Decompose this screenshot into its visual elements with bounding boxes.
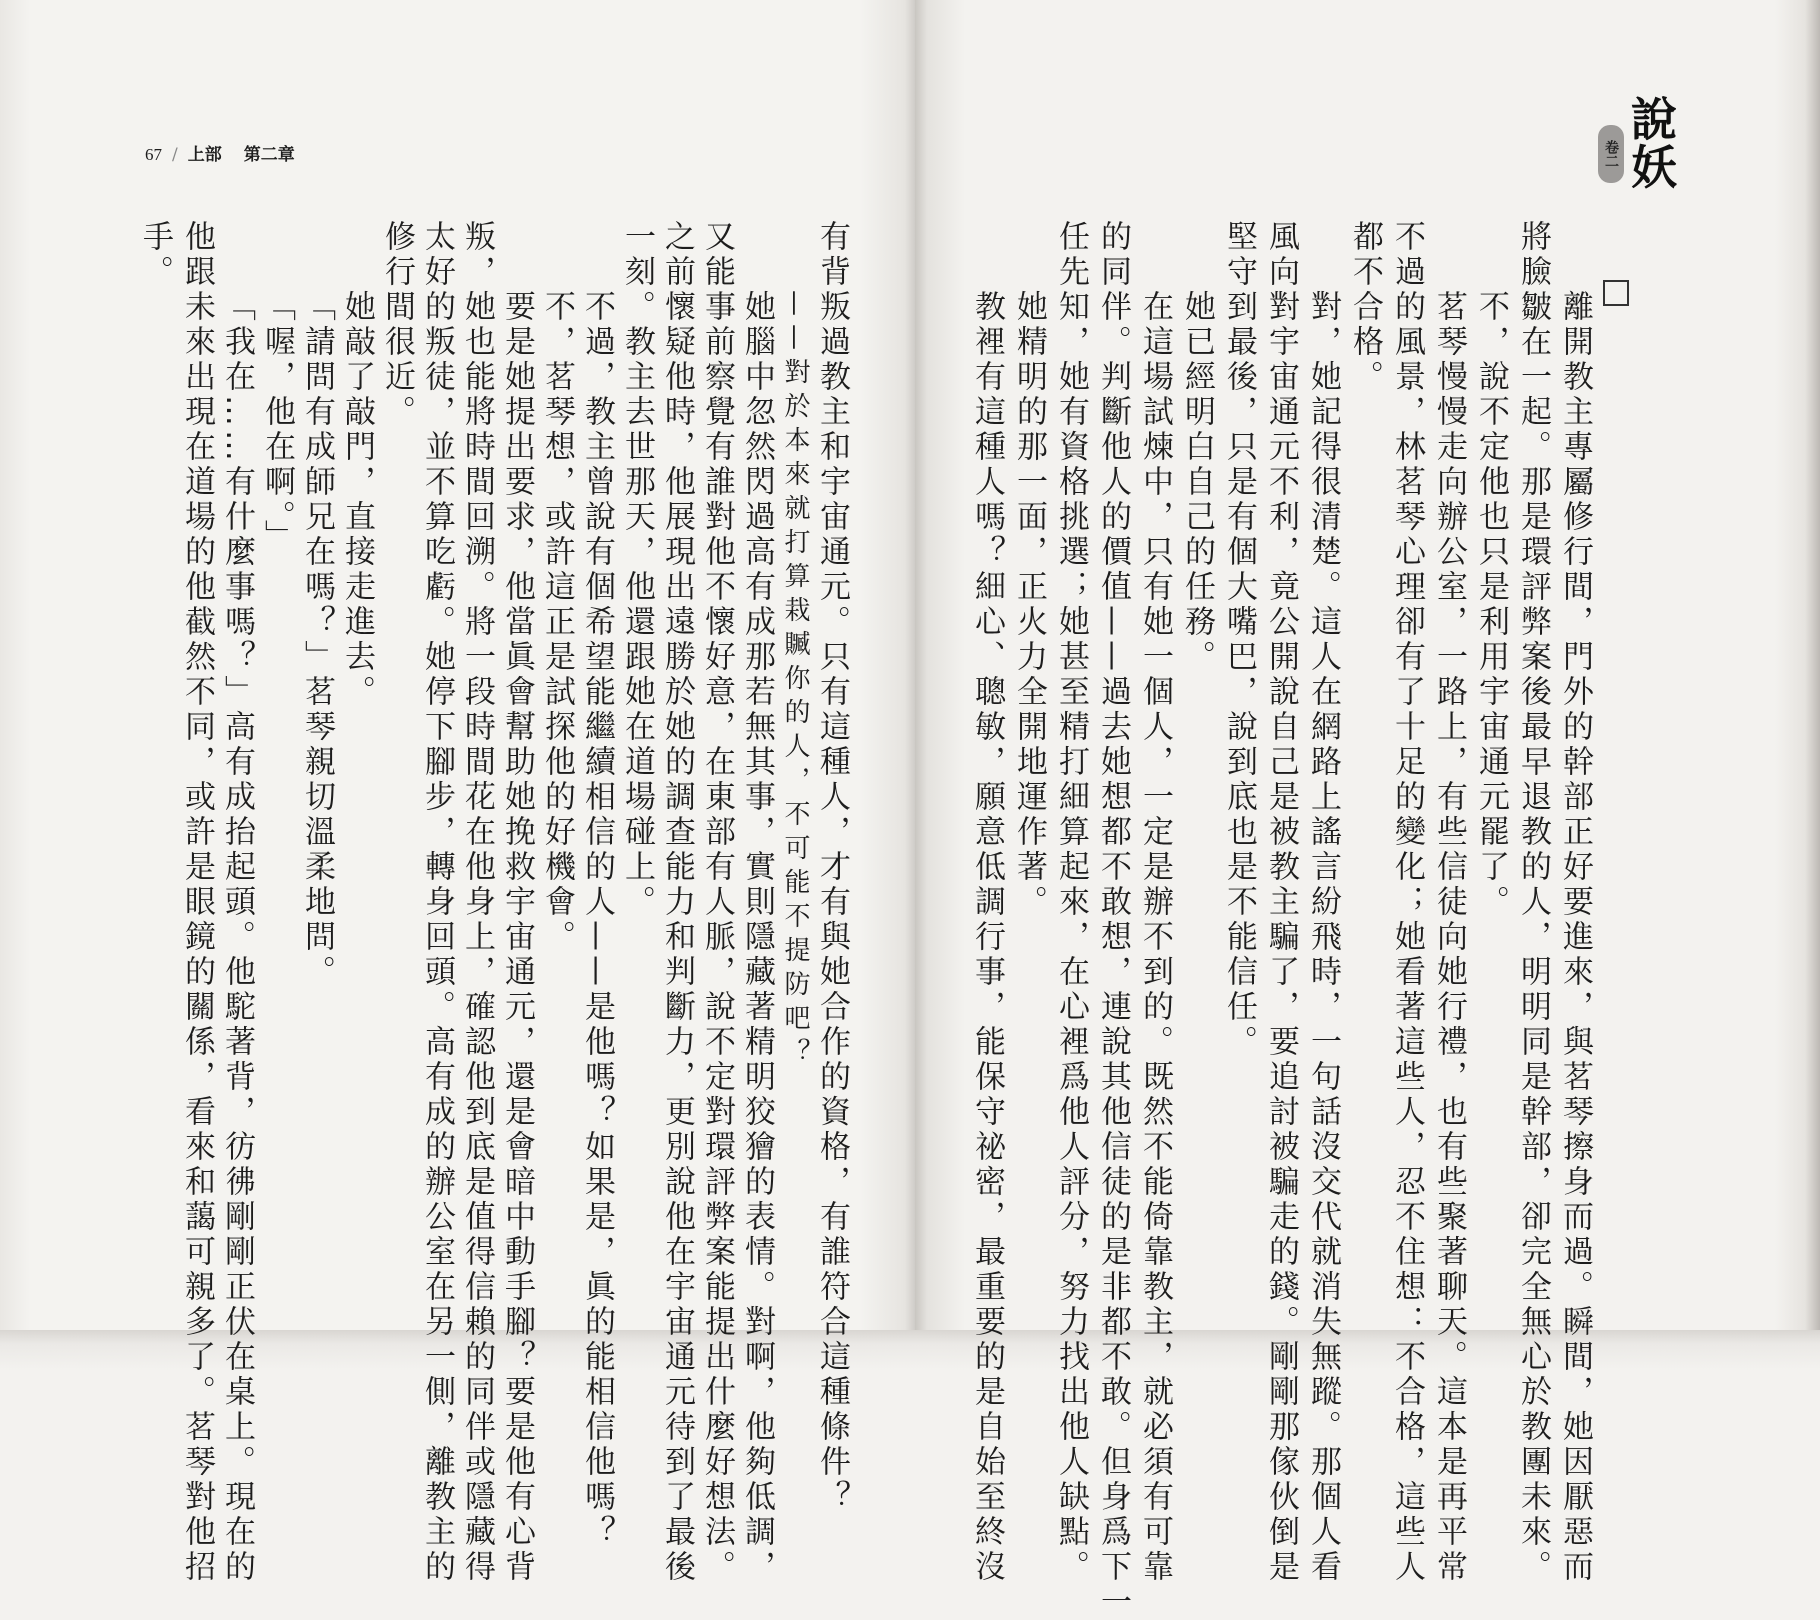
text-column: 茗琴慢慢走向辦公室，一路上，有些信徒向她行禮，也有些聚著聊天。這本是再平常 xyxy=(1431,290,1467,1585)
text-column: 有背叛過教主和宇宙通元。只有這種人，才有與她合作的資格，有誰符合這種條件？ xyxy=(814,220,850,1515)
text-column: 不過的風景，林茗琴心理卻有了十足的變化；她看著這些人，忍不住想：不合格，這些人 xyxy=(1389,220,1425,1585)
text-column: 太好的叛徒，並不算吃虧。她停下腳步，轉身回頭。高有成的辦公室在另一側，離教主的 xyxy=(419,220,455,1585)
text-column: 不，說不定他也只是利用宇宙通元罷了。 xyxy=(1473,290,1509,920)
text-column: 要是她提出要求，他當眞會幫助她挽救宇宙通元，還是會暗中動手腳？要是他有心背 xyxy=(499,290,535,1585)
text-column: 不，茗琴想，或許這正是試探他的好機會。 xyxy=(539,290,575,955)
text-column: 又能事前察覺有誰對他不懷好意，在東部有人脈，說不定對環評弊案能提出什麼好想法。 xyxy=(699,220,735,1585)
section-break-mark xyxy=(1603,280,1629,306)
chapter-title: 第二章 xyxy=(243,145,295,165)
text-column: 將臉皺在一起。那是環評弊案後最早退教的人，明明同是幹部，卻完全無心於教團未來。 xyxy=(1515,220,1551,1585)
text-column: 的同伴。判斷他人的價值——過去她想都不敢想，連說其他信徒的是非都不敢。但身爲下一 xyxy=(1095,220,1131,1620)
text-column: 都不合格。 xyxy=(1347,220,1383,395)
text-column: 不過，教主曾說有個希望能繼續相信的人——是他嗎？如果是，眞的能相信他嗎？ xyxy=(579,290,615,1550)
text-column: 「我在……有什麼事嗎？」高有成抬起頭。他駝著背，彷彿剛剛正伏在桌上。現在的 xyxy=(219,290,255,1585)
text-column: 風向對宇宙通元不利，竟公開說自己是被教主騙了，要追討被騙走的錢。剛剛那傢伙倒是 xyxy=(1263,220,1299,1585)
text-column: 叛，她也能將時間回溯。將一段時間花在他身上，確認他到底是值得信賴的同伴或隱藏得 xyxy=(459,220,495,1585)
volume-badge: 卷二 xyxy=(1598,125,1624,183)
text-column: 一刻。教主去世那天，他還跟她在道場碰上。 xyxy=(619,220,655,920)
text-column: 堅守到最後，只是有個大嘴巴，說到底也是不能信任。 xyxy=(1221,220,1257,1060)
text-column: 之前懷疑他時，他展現出遠勝於她的調查能力和判斷力，更別說他在宇宙通元待到了最後 xyxy=(659,220,695,1585)
text-column: 手。 xyxy=(137,220,173,290)
text-column: 離開教主專屬修行間，門外的幹部正好要進來，與茗琴擦身而過。瞬間，她因厭惡而 xyxy=(1557,290,1593,1585)
text-column: 她精明的那一面，正火力全開地運作著。 xyxy=(1011,290,1047,920)
text-column: 他跟未來出現在道場的他截然不同，或許是眼鏡的關係，看來和藹可親多了。茗琴對他招 xyxy=(179,220,215,1585)
text-column: 她已經明白自己的任務。 xyxy=(1179,290,1215,675)
text-column: 「請問有成師兄在嗎？」茗琴親切溫柔地問。 xyxy=(299,290,335,990)
text-column: 修行間很近。 xyxy=(379,220,415,430)
book-title-logo: 說妖 xyxy=(1624,95,1678,191)
text-column: 任先知，她有資格挑選；她甚至精打細算起來，在心裡爲他人評分，努力找出他人缺點。 xyxy=(1053,220,1089,1585)
page-number: 67 xyxy=(145,145,162,164)
text-column: 「喔，他在啊。」 xyxy=(259,290,295,555)
text-column: 教裡有這種人嗎？細心、聰敏，願意低調行事，能保守祕密，最重要的是自始至終沒 xyxy=(969,290,1005,1585)
text-column: 她腦中忽然閃過高有成那若無其事，實則隱藏著精明狡獪的表情。對啊，他夠低調， xyxy=(739,290,775,1585)
text-column: 她敲了敲門，直接走進去。 xyxy=(339,290,375,710)
part-title: 上部 xyxy=(187,145,222,165)
quote-column: ——對於本來就打算栽贓你的人，不可能不提防吧？ xyxy=(780,290,810,1072)
text-column: 在這場試煉中，只有她一個人，一定是辦不到的。既然不能倚靠教主，就必須有可靠 xyxy=(1137,290,1173,1585)
separator: / xyxy=(172,145,178,165)
text-column: 對，她記得很清楚。這人在網路上謠言紛飛時，一句話沒交代就消失無蹤。那個人看 xyxy=(1305,290,1341,1585)
